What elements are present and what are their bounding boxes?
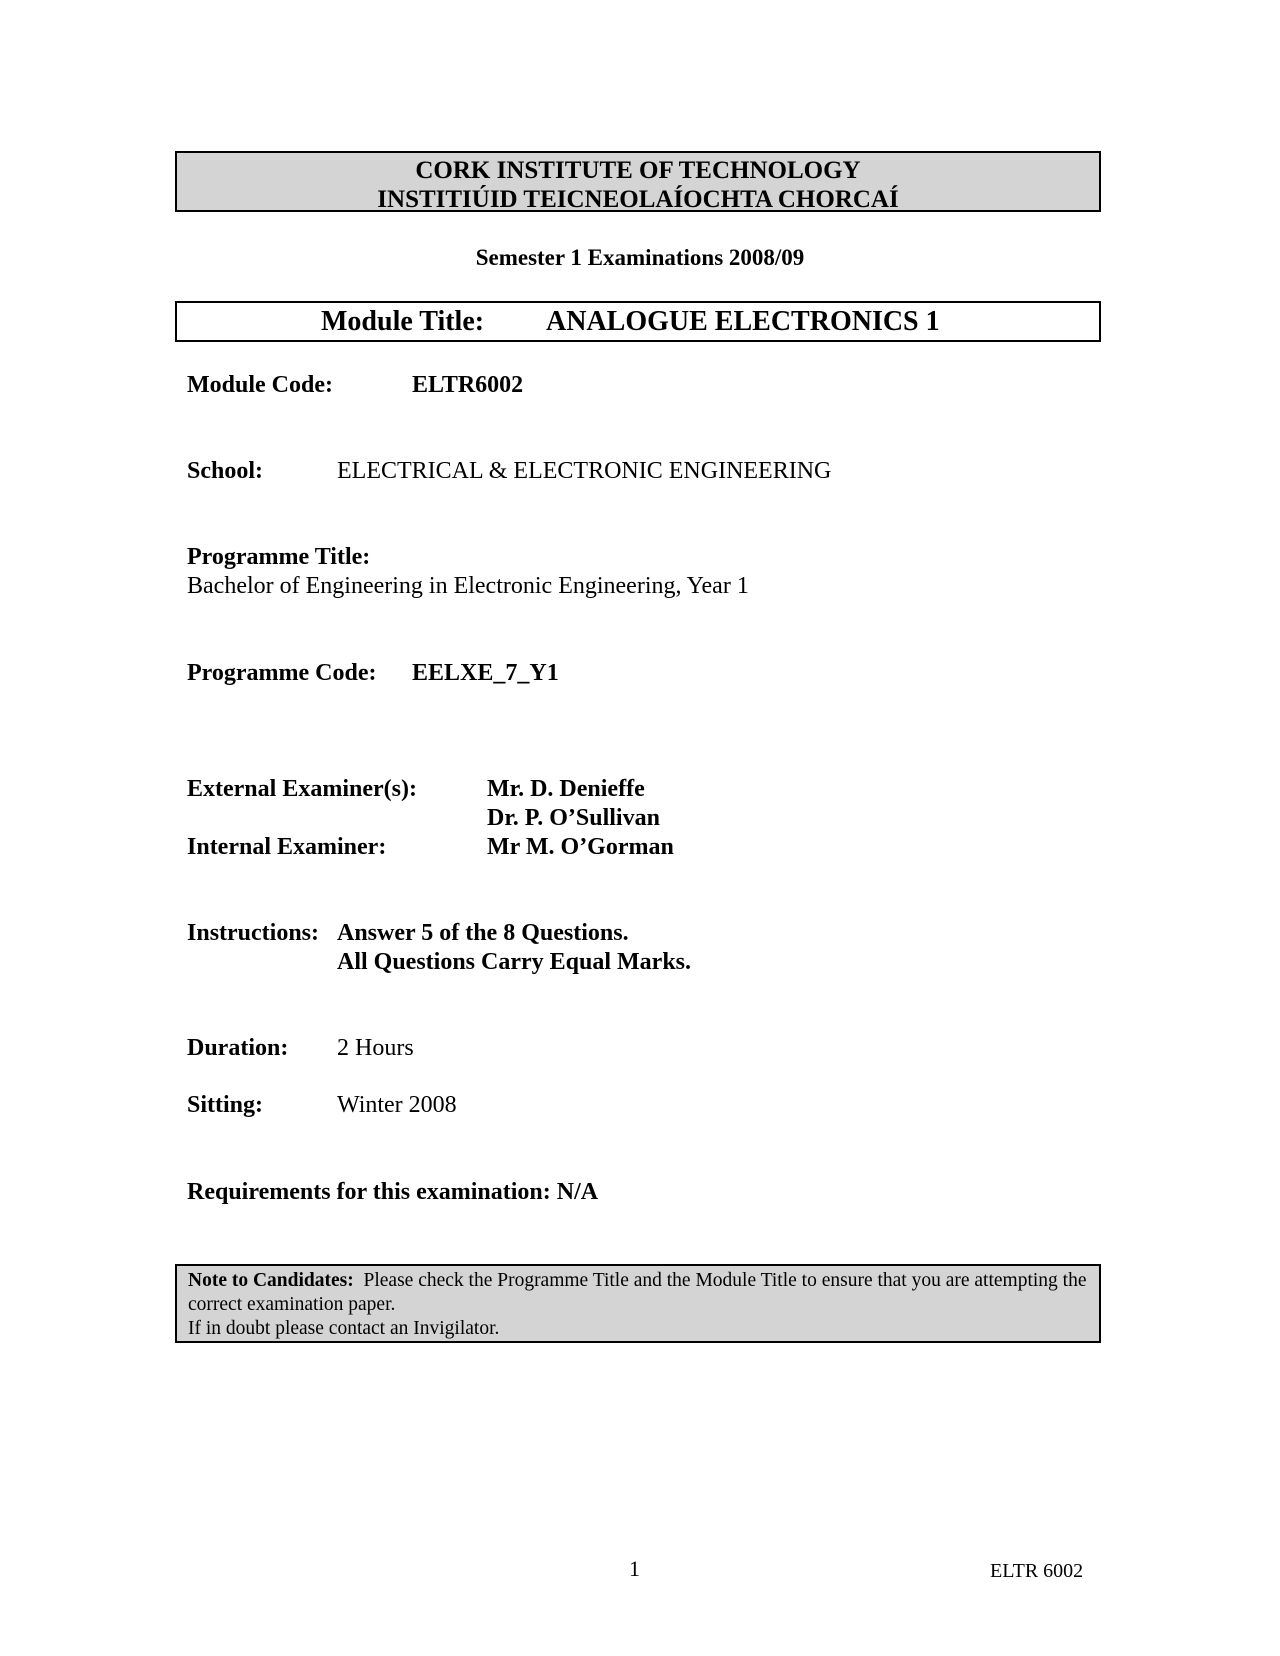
institute-name-irish: INSTITIÚID TEICNEOLAÍOCHTA CHORCAÍ xyxy=(377,186,899,213)
note-text-line: If in doubt please contact an Invigilator. xyxy=(188,1318,500,1339)
module-title-value: ANALOGUE ELECTRONICS 1 xyxy=(546,306,940,337)
programme-code-value: EELXE_7_Y1 xyxy=(412,660,559,686)
module-code-label: Module Code: xyxy=(187,372,333,398)
note-to-candidates-box xyxy=(175,1264,1101,1343)
sitting-label: Sitting: xyxy=(187,1092,264,1118)
page-number: 1 xyxy=(629,1556,640,1581)
note-text: Please check the Programme Title and the Module Title to ensure that you are attempting the correct examination paper. xyxy=(188,1270,1087,1315)
external-examiner-name: Mr. D. Denieffe xyxy=(487,776,645,802)
sitting-value: Winter 2008 xyxy=(337,1092,457,1118)
module-title-box xyxy=(175,301,1101,342)
semester-title: Semester 1 Examinations 2008/09 xyxy=(475,245,805,270)
requirements-line: Requirements for this examination: N/A xyxy=(187,1179,599,1205)
module-code-value: ELTR6002 xyxy=(412,372,524,398)
duration-value: 2 Hours xyxy=(337,1035,414,1061)
institute-header xyxy=(175,151,1101,212)
external-examiner-label: External Examiner(s): xyxy=(187,776,417,802)
internal-examiner-label: Internal Examiner: xyxy=(187,834,387,860)
programme-title-value: Bachelor of Engineering in Electronic Engineering, Year 1 xyxy=(187,573,749,599)
internal-examiner-name: Mr M. O’Gorman xyxy=(487,834,674,860)
module-title-label: Module Title: xyxy=(321,306,485,337)
school-label: School: xyxy=(187,458,264,484)
programme-code-label: Programme Code: xyxy=(187,660,377,686)
instructions-line: Answer 5 of the 8 Questions. xyxy=(337,920,629,946)
external-examiner-name: Dr. P. O’Sullivan xyxy=(487,805,660,831)
duration-label: Duration: xyxy=(187,1035,289,1061)
note-label: Note to Candidates: xyxy=(188,1270,354,1291)
instructions-line: All Questions Carry Equal Marks. xyxy=(337,949,692,975)
institute-name-english: CORK INSTITUTE OF TECHNOLOGY xyxy=(415,157,861,184)
instructions-label: Instructions: xyxy=(187,920,320,946)
programme-title-label: Programme Title: xyxy=(187,544,371,570)
school-value: ELECTRICAL & ELECTRONIC ENGINEERING xyxy=(337,458,832,484)
footer-module-code: ELTR 6002 xyxy=(990,1560,1084,1582)
